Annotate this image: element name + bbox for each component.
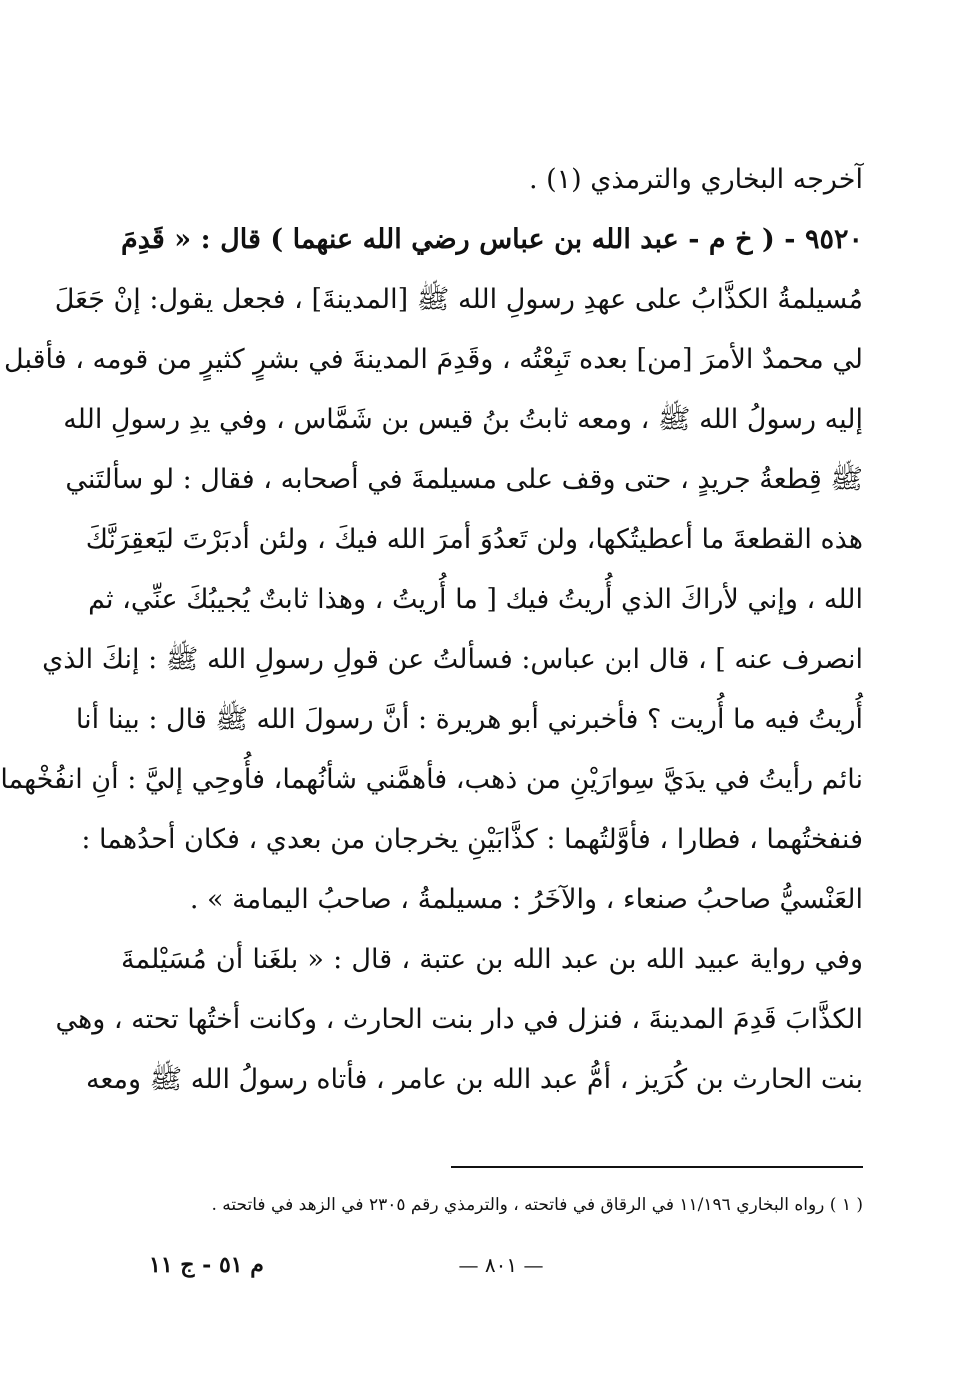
text-line: الله ، وإني لأراكَ الذي أُريتُ فيك [ ما أُريتُ ، وهذا ثابتٌ يُجيبُكَ عنِّي، ثم — [88, 584, 863, 615]
hadith-heading-line: ٩٥٢٠ - ( خ م - عبد الله بن عباس رضي الله عنهما ) قال : « قَدِمَ — [121, 224, 863, 255]
printer-signature: م ٥١ - ج ١١ — [149, 1252, 264, 1278]
footnote: ( ١ ) رواه البخاري ١١/١٩٦ في الرقاق في فاتحته ، والترمذي رقم ٢٣٠٥ في الزهد في فاتحته . — [211, 1195, 863, 1215]
page-body — [0, 150, 863, 1110]
text-line: أُريتُ فيه ما أُريت ؟ فأخبرني أبو هريرة : أنَّ رسولَ الله ﷺ قال : بينا أنا — [75, 704, 863, 735]
text-line: وفي رواية عبيد الله بن عبد الله بن عتبة ، قال : « بلغَنا أن مُسَيْلمةَ — [121, 944, 863, 975]
page-number: — ٨٠١ — — [458, 1253, 544, 1277]
text-line: فنفختُهما ، فطارا ، فأوَّلتُهما : كذَّابَيْنِ يخرجان من بعدي ، فكان أحدُهما : — [81, 824, 863, 855]
text-line: لي محمدٌ الأمرَ [من] بعده تَبِعْتُه ، وقَدِمَ المدينةَ في بشرٍ كثيرٍ من قومه ، فأقبل — [4, 344, 863, 375]
text-line: إليه رسولُ الله ﷺ ، ومعه ثابتُ بنُ قيس بن شَمَّاس ، وفي يدِ رسولِ الله — [63, 404, 863, 435]
text-line: بنت الحارث بن كُرَيز ، أمُّ عبد الله بن عامر ، فأتاه رسولُ الله ﷺ ومعه — [86, 1064, 863, 1095]
text-line: نائم رأيتُ في يدَيَّ سِوارَيْنِ من ذهب، فأهمَّني شأنُهما، فأُوحِي إليَّ : أنِ انفُخْهما — [0, 764, 863, 795]
footnote-divider — [451, 1166, 863, 1168]
text-line: الكذَّابَ قَدِمَ المدينةَ ، فنزل في دار بنت الحارث ، وكانت أختُها تحته ، وهي — [55, 1004, 863, 1035]
text-line: انصرف عنه ] ، قال ابن عباس: فسألتُ عن قولِ رسولِ الله ﷺ : إنكَ الذي — [42, 644, 863, 675]
text-line: آخرجه البخاري والترمذي (١) . — [528, 164, 863, 195]
text-line: العَنْسيُّ صاحبُ صنعاء ، والآخَرُ : مسيلمةُ ، صاحبُ اليمامة » . — [189, 884, 863, 915]
text-line: هذه القطعةَ ما أعطيتُكها، ولن تَعدُوَ أمرَ الله فيكَ ، ولئن أدبَرْتَ ليَعقِرَنَّكَ — [85, 524, 863, 555]
text-line: مُسيلمةُ الكذَّابُ على عهدِ رسولِ الله ﷺ [المدينةَ] ، فجعل يقول: إنْ جَعَلَ — [54, 284, 863, 315]
text-line: ﷺ قِطعةُ جريدٍ ، حتى وقف على مسيلمةَ في أصحابه ، فقال : لو سألتَني — [65, 464, 863, 495]
